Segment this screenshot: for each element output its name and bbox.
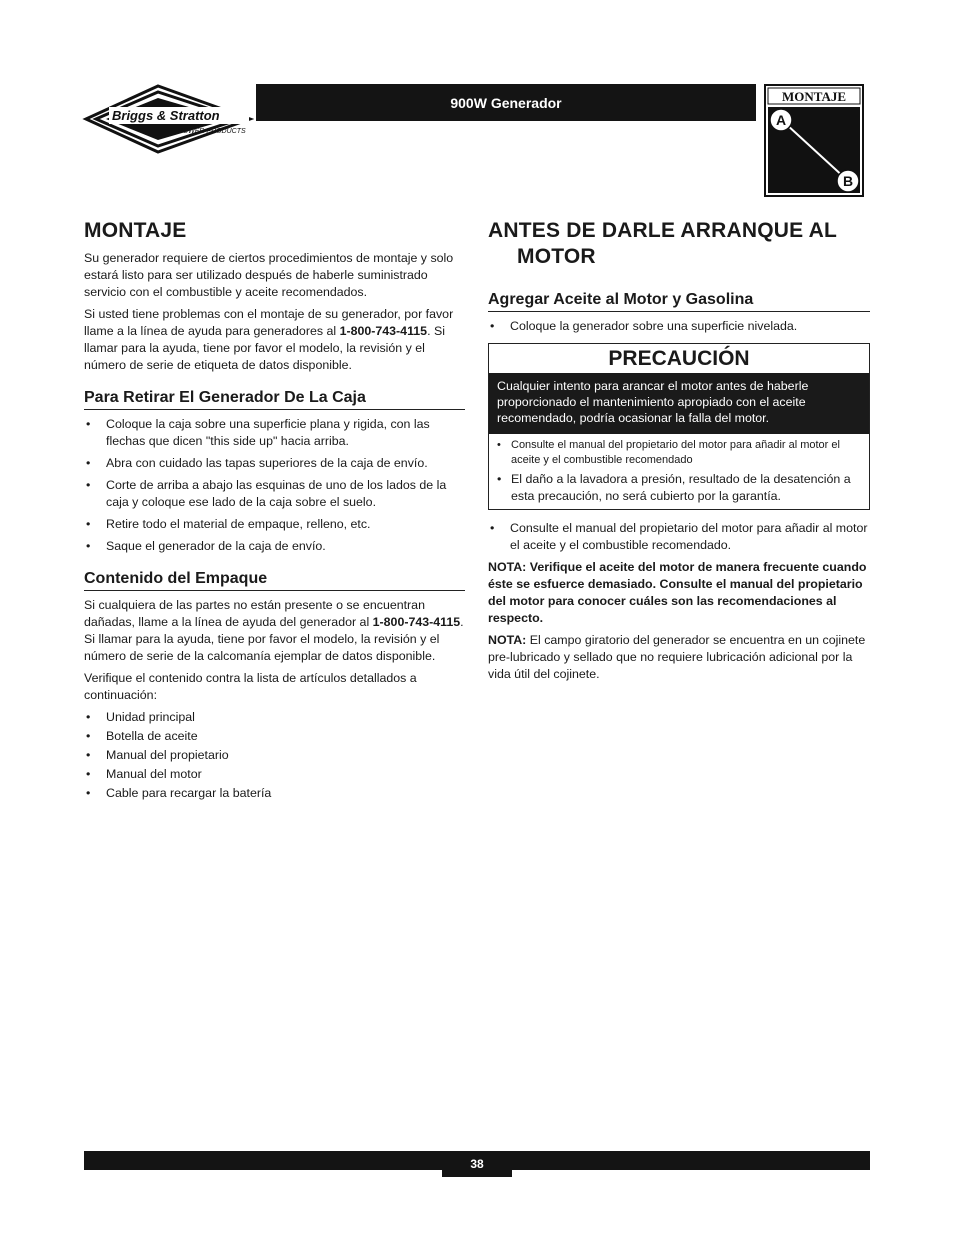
helpline-paragraph (84, 306, 465, 374)
list-item: • Botella de aceite (84, 728, 465, 745)
list-item: • Unidad principal (84, 709, 465, 726)
note-label: NOTA: (488, 633, 527, 647)
note-check-oil: NOTA: Verifique el aceite del motor de manera frecuente cuando éste se esfuerce demasiado. Consulte el manual del propietario del motor para conocer cuáles son las recomendaciones al respecto. (488, 560, 867, 625)
icon-point-a: A (775, 112, 787, 128)
header-title-bar (256, 84, 756, 121)
logo-text: Briggs & Stratton (112, 108, 220, 123)
list-item: • Coloque la caja sobre una superficie plana y rigida, con las flechas que dicen "this side up" hacia arriba. (84, 416, 465, 450)
list-item: • Retire todo el material de empaque, relleno, etc. (84, 516, 465, 533)
add-oil-heading: Agregar Aceite al Motor y Gasolina (488, 290, 870, 312)
package-contents-heading: Contenido del Empaque (84, 569, 465, 591)
contents-list (84, 709, 465, 802)
helpline-phone: 1-800-743-4115 (339, 324, 428, 338)
montaje-heading: MONTAJE (84, 219, 187, 242)
icon-label: MONTAJE (781, 89, 847, 104)
verify-paragraph: Verifique el contenido contra la lista de artículos detallados a continuación: (84, 671, 417, 702)
list-item: • Manual del motor (84, 766, 465, 783)
list-item: • Saque el generador de la caja de envío. (84, 538, 465, 555)
caution-box (488, 343, 870, 510)
helpline-text-b: . Si llamar para la ayuda, tiene por favor el modelo, la revisión y el número de serie de etiqueta de datos disponible. (84, 324, 445, 372)
caution-title: PRECAUCIÓN (608, 347, 750, 370)
page-number: 38 (442, 1151, 512, 1177)
contents-text-a: Si cualquiera de las partes no están presente o se encuentran dañadas, llame a la línea de ayuda del generador al (84, 598, 425, 629)
list-item: • Consulte el manual del propietario del motor para añadir al motor el aceite y el combustible recomendado. (488, 520, 870, 554)
note-bearing-text: El campo giratorio del generador se encuentra en un cojinete pre-lubricado y sellado que no requiere lubricación adicional por la vida útil del cojinete. (488, 633, 866, 681)
contents-text-b: . Si llamar para la ayuda, tiene por favor el modelo, la revisión y el número de serie de la calcomanía ejemplar de datos disponible. (84, 615, 464, 663)
list-item: • Abra con cuidado las tapas superiores de la caja de envío. (84, 455, 465, 472)
caution-list (489, 438, 869, 505)
list-item: • Consulte el manual del propietario del motor para añadir al motor el aceite y el combustible recomendado (495, 438, 863, 468)
briggs-stratton-logo (82, 83, 254, 155)
list-item: • El daño a la lavadora a presión, resultado de la desatención a esta precaución, no será cubierto por la garantía. (495, 471, 863, 505)
remove-steps-list (84, 416, 465, 555)
right-column (488, 218, 870, 688)
list-item: • Cable para recargar la batería (84, 785, 465, 802)
left-column (84, 218, 465, 810)
oil-steps-list-2 (488, 520, 870, 554)
note-bearing (488, 632, 870, 683)
header-title: 900W Generador (450, 94, 562, 111)
remove-from-box-heading: Para Retirar El Generador De La Caja (84, 388, 465, 410)
oil-steps-list (488, 318, 870, 335)
contents-paragraph (84, 597, 465, 665)
logo-subtext: POWER PRODUCTS (178, 128, 246, 135)
before-start-heading: ANTES DE DARLE ARRANQUE AL MOTOR (488, 219, 837, 268)
list-item: • Corte de arriba a abajo las esquinas de uno de los lados de la caja y coloque ese lado de la caja sobre el suelo. (84, 477, 465, 511)
icon-point-b: B (842, 173, 854, 189)
list-item: • Coloque la generador sobre una superficie nivelada. (488, 318, 870, 335)
helpline-text-a: Si usted tiene problemas con el montaje de su generador, por favor llame a la línea de ayuda para generadores al (84, 307, 454, 338)
contents-phone: 1-800-743-4115 (372, 615, 461, 629)
caution-text: Cualquier intento para arancar el motor antes de haberle proporcionado el mantenimiento apropiado con el aceite recomendado, podría ocasionar la falla del motor. (489, 373, 869, 434)
assembly-section-icon (764, 84, 864, 197)
list-item: • Manual del propietario (84, 747, 465, 764)
intro-paragraph: Su generador requiere de ciertos procedimientos de montaje y solo estará listo para ser utilizado después de haberle suministrado servicio con el combustible y aceite recomendados. (84, 251, 454, 299)
